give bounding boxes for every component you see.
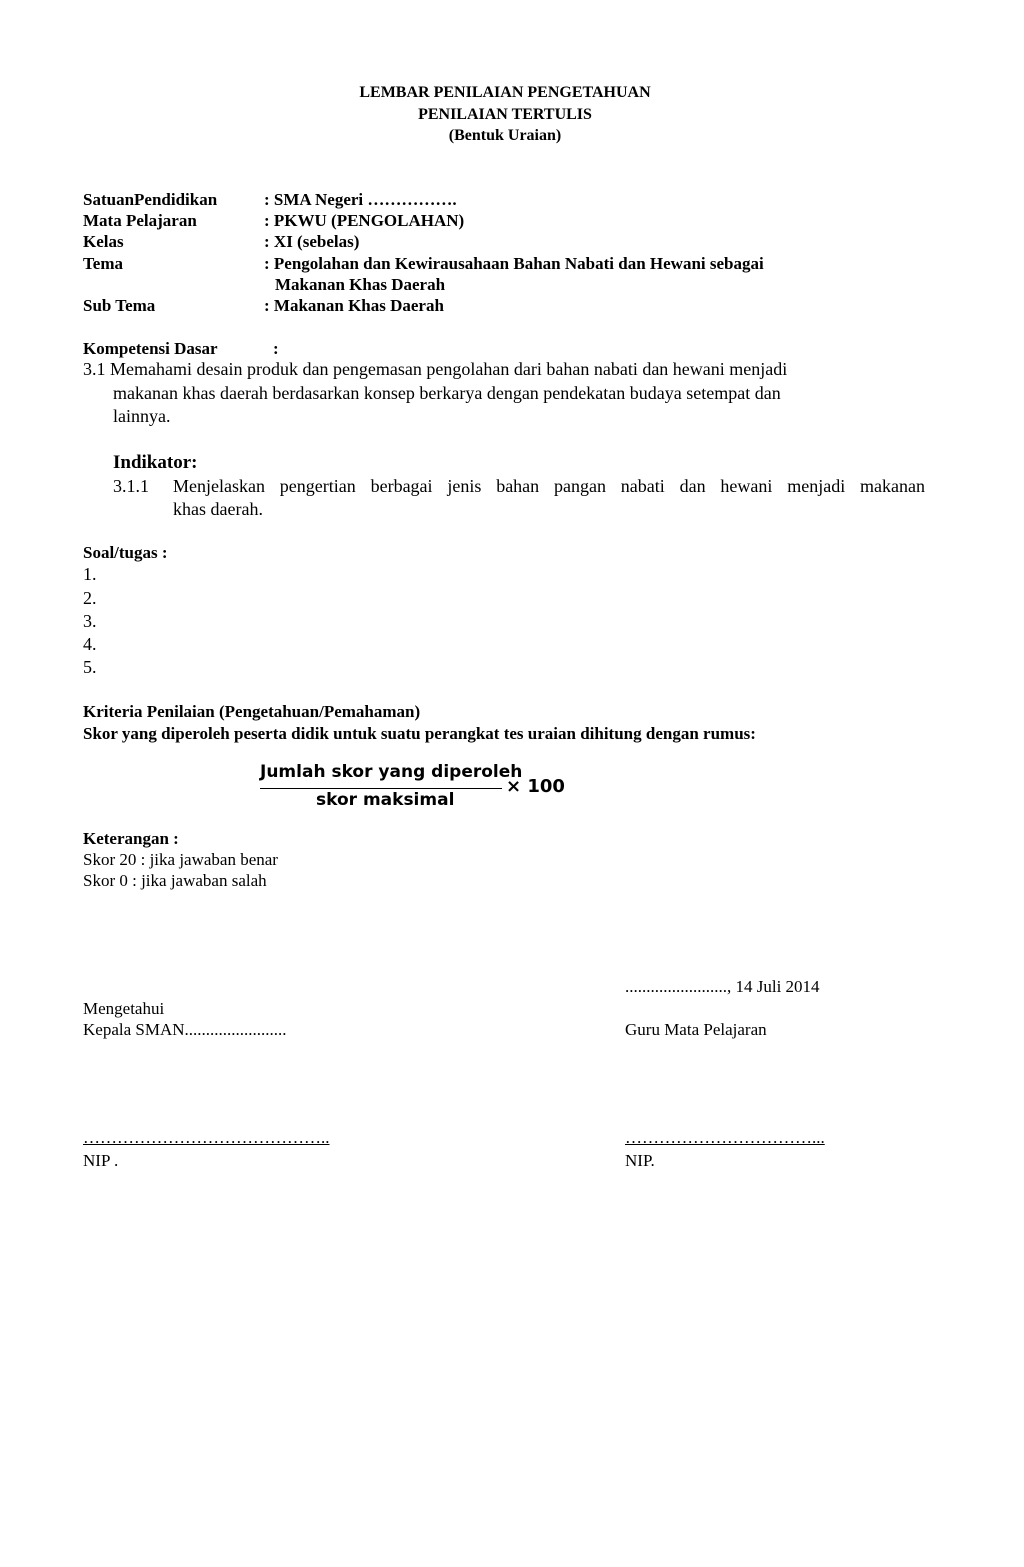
document-subtitle: PENILAIAN TERTULIS xyxy=(418,106,592,123)
keterangan-line1: Skor 20 : jika jawaban benar xyxy=(83,850,278,869)
satuan-label: SatuanPendidikan xyxy=(83,190,218,209)
kriteria-description: Skor yang diperoleh peserta didik untuk suatu perangkat tes uraian dihitung dengan rumus: xyxy=(83,724,756,743)
satuan-value: : SMA Negeri ……………. xyxy=(264,190,457,209)
kepala-sekolah-label: Kepala SMAN........................ xyxy=(83,1020,287,1039)
soal-label: Soal/tugas : xyxy=(83,543,168,562)
kelas-value: : XI (sebelas) xyxy=(264,232,360,251)
signature-date: ........................, 14 Juli 2014 xyxy=(625,977,820,996)
formula-multiplier: × 100 xyxy=(506,776,565,797)
soal-item: 1. xyxy=(83,564,97,584)
document-title: LEMBAR PENILAIAN PENGETAHUAN xyxy=(359,84,651,101)
guru-signature-line: ……………………………... xyxy=(625,1128,825,1147)
indikator-label: Indikator: xyxy=(113,452,198,473)
kompetensi-line2: makanan khas daerah berdasarkan konsep berkarya dengan pendekatan budaya setempat dan xyxy=(113,383,781,403)
indikator-line1: Menjelaskan pengertian berbagai jenis bahan pangan nabati dan hewani menjadi makanan xyxy=(173,476,925,496)
formula-numerator: Jumlah skor yang diperoleh xyxy=(260,762,523,782)
indikator-line2: khas daerah. xyxy=(173,499,263,519)
soal-item: 4. xyxy=(83,634,97,654)
tema-value-line2: Makanan Khas Daerah xyxy=(275,275,446,294)
mapel-value: : PKWU (PENGOLAHAN) xyxy=(264,211,465,230)
kepala-nip: NIP . xyxy=(83,1151,119,1170)
kriteria-heading: Kriteria Penilaian (Pengetahuan/Pemahaman) xyxy=(83,702,421,721)
kompetensi-line3: lainnya. xyxy=(113,406,171,426)
keterangan-label: Keterangan : xyxy=(83,829,179,848)
document-form-type: (Bentuk Uraian) xyxy=(448,127,562,144)
formula-fraction-bar xyxy=(260,788,502,789)
soal-item: 2. xyxy=(83,588,97,608)
kompetensi-label: Kompetensi Dasar xyxy=(83,339,218,358)
tema-label: Tema xyxy=(83,254,123,273)
kompetensi-line1: 3.1 Memahami desain produk dan pengemasan pengolahan dari bahan nabati dan hewani menjadi xyxy=(83,359,788,379)
mapel-label: Mata Pelajaran xyxy=(83,211,197,230)
guru-nip: NIP. xyxy=(625,1151,655,1170)
keterangan-line2: Skor 0 : jika jawaban salah xyxy=(83,871,267,890)
soal-item: 5. xyxy=(83,657,97,677)
indikator-number: 3.1.1 xyxy=(113,476,149,496)
kelas-label: Kelas xyxy=(83,232,124,251)
soal-item: 3. xyxy=(83,611,97,631)
formula-denominator: skor maksimal xyxy=(316,790,455,810)
subtema-label: Sub Tema xyxy=(83,296,156,315)
guru-label: Guru Mata Pelajaran xyxy=(625,1020,767,1039)
score-formula xyxy=(250,754,565,816)
kompetensi-colon: : xyxy=(273,339,279,358)
subtema-value: : Makanan Khas Daerah xyxy=(264,296,444,315)
kepala-signature-line: …………………………………….. xyxy=(83,1128,330,1147)
tema-value-line1: : Pengolahan dan Kewirausahaan Bahan Nabati dan Hewani sebagai xyxy=(264,254,764,273)
mengetahui-label: Mengetahui xyxy=(83,999,165,1018)
